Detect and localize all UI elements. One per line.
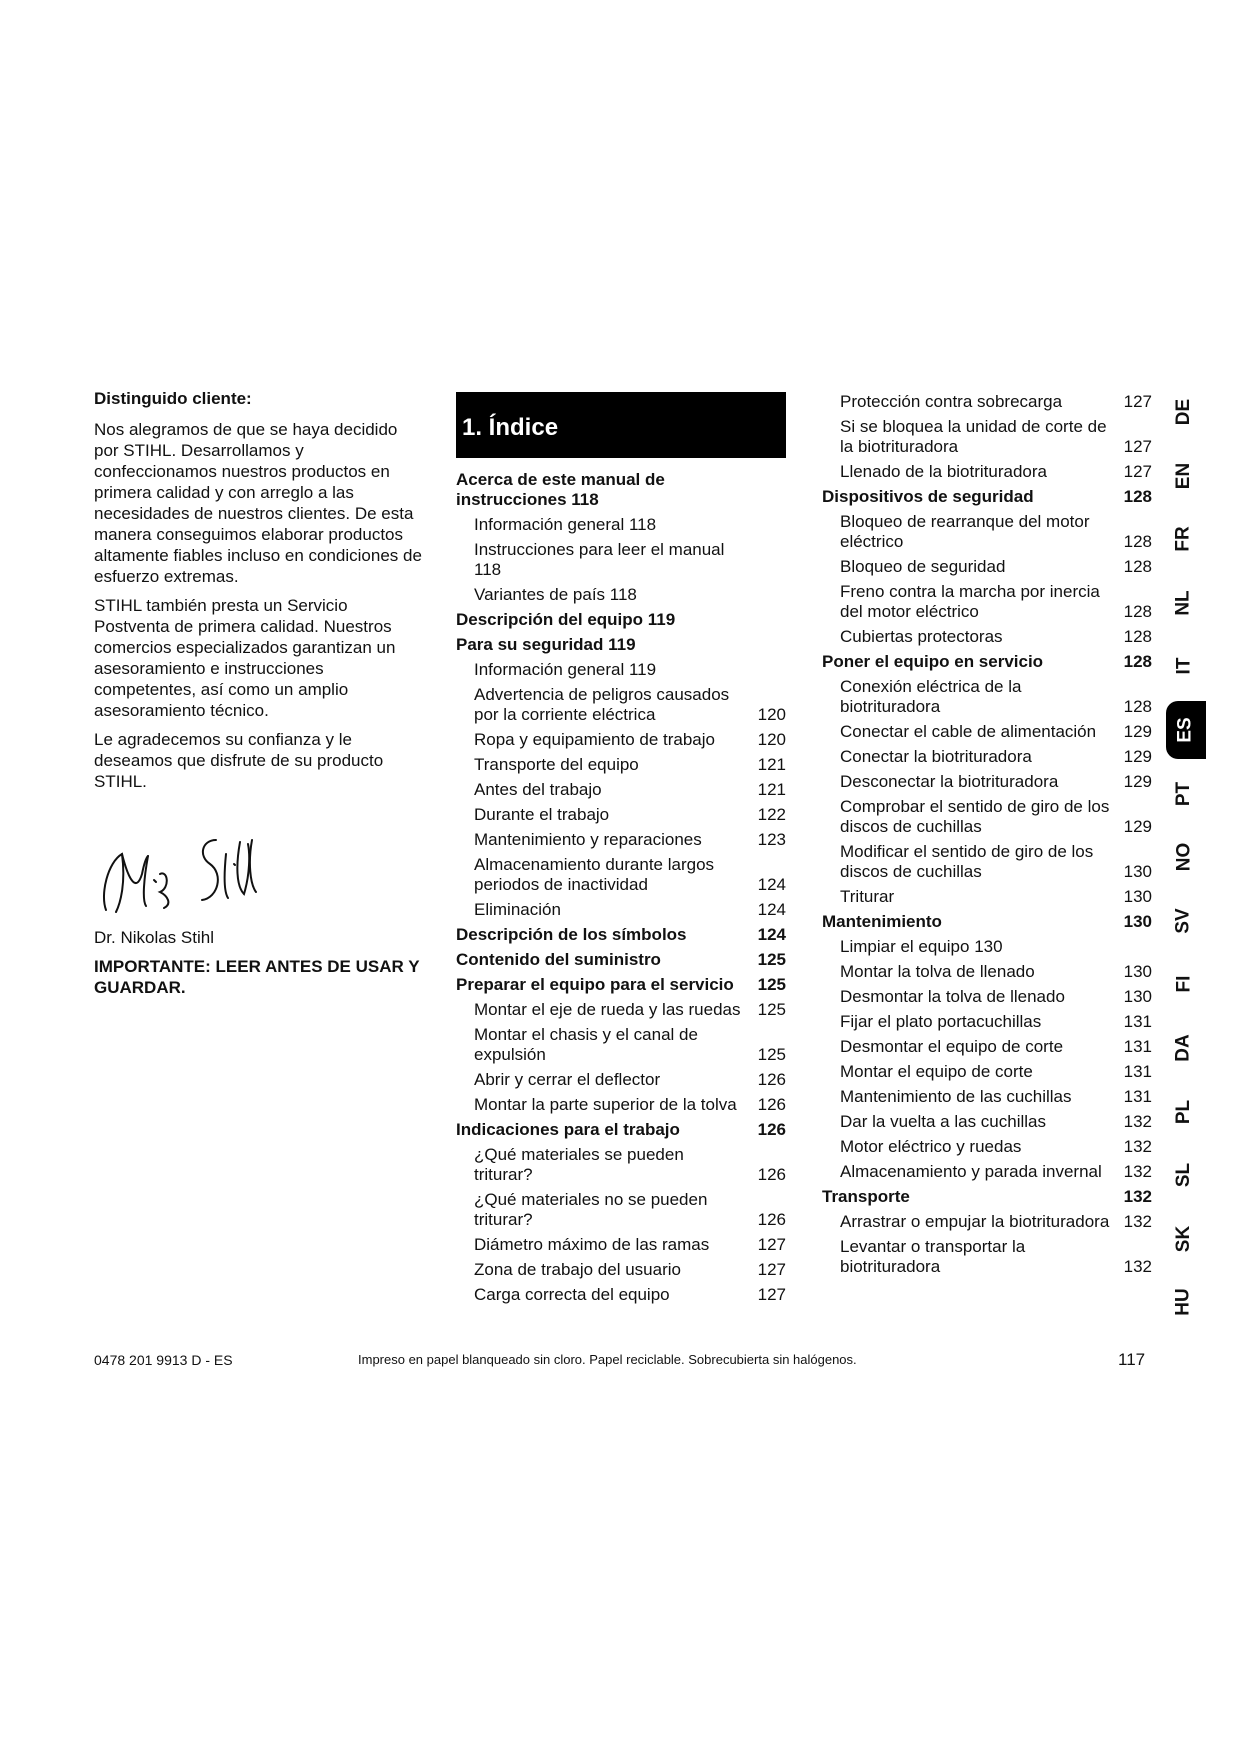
toc-entry [822, 1137, 1152, 1157]
toc-entry [456, 1235, 786, 1255]
toc-entry-page: 125 [757, 975, 786, 994]
language-tab-label: NL [1172, 590, 1194, 616]
toc-entry-title: Fijar el plato portacuchillas [840, 1012, 1042, 1031]
language-tab-fr[interactable] [1160, 517, 1208, 561]
toc-entry-page: 130 [1123, 912, 1152, 931]
toc-entry [456, 635, 786, 655]
document-code: 0478 201 9913 D - ES [94, 1352, 233, 1368]
toc-entry-page: 129 [1123, 772, 1152, 791]
toc-entry-title: Si se bloquea la unidad de corte de la biotrituradora [840, 417, 1107, 456]
toc-entry-page: 131 [1123, 1037, 1152, 1056]
toc-entry-page: 126 [757, 1120, 786, 1139]
toc-entry [456, 1190, 786, 1230]
toc-entry-title: Mantenimiento de las cuchillas [840, 1087, 1072, 1106]
toc-entry [456, 1120, 786, 1140]
toc-entry-title: Transporte [822, 1187, 910, 1206]
language-tab-pt[interactable] [1160, 772, 1208, 816]
toc-entry [456, 805, 786, 825]
letter-paragraph: STIHL también presta un Servicio Postventa de primera calidad. Nuestros comercios especializados garantizan un asesoramiento e instrucciones competentes, así como un amplio asesoramiento técnico. [94, 596, 396, 720]
toc-entry-page: 130 [1123, 862, 1152, 881]
toc-entry [822, 417, 1152, 457]
toc-entry-title: Montar el equipo de corte [840, 1062, 1033, 1081]
toc-entry [822, 582, 1152, 622]
toc-entry [456, 855, 786, 895]
toc-entry-title: Carga correcta del equipo [474, 1285, 670, 1304]
toc-entry [822, 1112, 1152, 1132]
toc-entry-page: 120 [757, 730, 786, 749]
toc-entry-title: Antes del trabajo [474, 780, 602, 799]
toc-entry [822, 462, 1152, 482]
toc-entry-title: Cubiertas protectoras [840, 627, 1003, 646]
toc-entry-page: 129 [1123, 722, 1152, 741]
toc-entry-title: Preparar el equipo para el servicio [456, 975, 734, 994]
language-tab-label: SV [1172, 908, 1194, 934]
toc-entry-title: Acerca de este manual de instrucciones 118 [456, 470, 665, 509]
toc-entry [822, 1037, 1152, 1057]
toc-entry-title: Dispositivos de seguridad [822, 487, 1034, 506]
toc-entry-page: 129 [1123, 817, 1152, 836]
toc-entry-page: 121 [757, 780, 786, 799]
toc-entry-title: Conectar el cable de alimentación [840, 722, 1097, 741]
language-tab-label: FR [1172, 526, 1194, 552]
language-tab-es[interactable] [1166, 701, 1206, 759]
toc-entry-title: Contenido del suministro [456, 950, 661, 969]
language-tab-pl[interactable] [1160, 1090, 1208, 1134]
language-tab-de[interactable] [1160, 390, 1208, 434]
toc-entry [822, 512, 1152, 552]
language-tab-en[interactable] [1160, 454, 1208, 498]
toc-entry [456, 515, 786, 535]
toc-entry [456, 610, 786, 630]
toc-entry [456, 730, 786, 750]
language-tab-no[interactable] [1160, 835, 1208, 879]
toc-entry-title: Montar la parte superior de la tolva [474, 1095, 737, 1114]
toc-entry-page: 124 [757, 925, 786, 944]
toc-entry [822, 652, 1152, 672]
toc-entry [822, 987, 1152, 1007]
toc-entry-page: 128 [1123, 627, 1152, 646]
toc-entry [822, 772, 1152, 792]
language-tab-sl[interactable] [1160, 1153, 1208, 1197]
toc-entry [822, 677, 1152, 717]
toc-entry-title: Descripción del equipo 119 [456, 610, 676, 629]
toc-entry [822, 1062, 1152, 1082]
toc-entry-page: 128 [1123, 602, 1152, 621]
language-tab-label: ES [1174, 717, 1196, 743]
toc-entry-page: 128 [1123, 557, 1152, 576]
toc-entry [456, 1070, 786, 1090]
toc-entry-page: 123 [757, 830, 786, 849]
toc-entry [456, 755, 786, 775]
toc-entry [822, 627, 1152, 647]
greeting: Distinguido cliente: [94, 389, 252, 408]
language-tab-it[interactable] [1160, 644, 1208, 688]
toc-entry-page: 125 [757, 1000, 786, 1019]
toc-list [456, 470, 786, 1305]
language-tab-label: SK [1173, 1225, 1194, 1253]
toc-entry-page: 124 [757, 900, 786, 919]
toc-entry [456, 1285, 786, 1305]
toc-entry-title: Montar la tolva de llenado [840, 962, 1035, 981]
toc-entry-title: Mantenimiento y reparaciones [474, 830, 702, 849]
language-tab-da[interactable] [1160, 1026, 1208, 1070]
toc-entry-title: Bloqueo de rearranque del motor eléctrico [840, 512, 1090, 551]
language-tab-label: EN [1173, 462, 1194, 490]
toc-entry-page: 126 [757, 1070, 786, 1089]
language-tab-label: HU [1172, 1288, 1194, 1316]
toc-entry-page: 132 [1123, 1162, 1152, 1181]
toc-entry-title: Almacenamiento y parada invernal [840, 1162, 1102, 1181]
toc-entry [456, 585, 786, 605]
toc-entry-title: Desmontar el equipo de corte [840, 1037, 1064, 1056]
language-tab-label: IT [1172, 657, 1194, 675]
toc-entry [822, 842, 1152, 882]
toc-entry [456, 1145, 786, 1185]
toc-entry-page: 129 [1123, 747, 1152, 766]
language-tab-label: SL [1173, 1162, 1194, 1188]
toc-entry [822, 392, 1152, 412]
toc-entry [456, 685, 786, 725]
toc-entry-title: Modificar el sentido de giro de los discos de cuchillas [840, 842, 1094, 881]
toc-entry-page: 131 [1123, 1087, 1152, 1106]
toc-entry-title: Montar el chasis y el canal de expulsión [474, 1025, 698, 1064]
letter [94, 388, 424, 1006]
language-tab-sk[interactable] [1160, 1217, 1208, 1261]
language-tab-label: PT [1173, 781, 1194, 807]
important-notice: IMPORTANTE: LEER ANTES DE USAR Y GUARDAR. [94, 957, 420, 997]
signature-image [98, 834, 258, 918]
toc-entry-title: Diámetro máximo de las ramas [474, 1235, 710, 1254]
toc-entry-page: 127 [1123, 437, 1152, 456]
toc-entry-title: Triturar [840, 887, 895, 906]
toc-entry-title: Instrucciones para leer el manual 118 [474, 540, 725, 579]
toc-entry-page: 128 [1123, 487, 1152, 506]
toc-entry-title: Levantar o transportar la biotrituradora [840, 1237, 1026, 1276]
toc-entry-page: 130 [1123, 962, 1152, 981]
toc-entry [822, 1162, 1152, 1182]
toc-entry-title: Para su seguridad 119 [456, 635, 636, 654]
toc-entry-title: Almacenamiento durante largos periodos de inactividad [474, 855, 715, 894]
toc-entry [822, 797, 1152, 837]
toc-entry-title: Información general 119 [474, 660, 657, 679]
toc-entry-page: 125 [757, 1045, 786, 1064]
toc-entry-page: 132 [1123, 1212, 1152, 1231]
toc-entry [822, 487, 1152, 507]
toc-entry [822, 557, 1152, 577]
toc-entry [822, 1087, 1152, 1107]
toc-entry [456, 925, 786, 945]
language-tab-hu[interactable] [1160, 1280, 1208, 1324]
toc-entry [456, 1000, 786, 1020]
toc-entry-title: Descripción de los símbolos [456, 925, 687, 944]
toc-entry-page: 126 [757, 1095, 786, 1114]
toc-entry-title: Bloqueo de seguridad [840, 557, 1006, 576]
toc-entry-page: 128 [1123, 532, 1152, 551]
toc-entry-page: 128 [1123, 697, 1152, 716]
toc-entry [456, 950, 786, 970]
toc-entry-title: Ropa y equipamiento de trabajo [474, 730, 715, 749]
toc-entry [456, 660, 786, 680]
page-number: 117 [1118, 1350, 1146, 1369]
language-tab-label: FI [1172, 975, 1194, 993]
toc-entry [456, 975, 786, 995]
toc-entry-page: 132 [1123, 1112, 1152, 1131]
toc-entry [822, 1012, 1152, 1032]
toc-entry-page: 132 [1123, 1137, 1152, 1156]
toc-entry-page: 127 [757, 1285, 786, 1304]
toc-entry-page: 131 [1123, 1062, 1152, 1081]
toc-entry-title: Eliminación [474, 900, 561, 919]
toc-entry-page: 127 [1123, 462, 1152, 481]
toc-entry-title: Indicaciones para el trabajo [456, 1120, 680, 1139]
toc-column-1 [456, 392, 786, 1310]
language-tab-label: PL [1173, 1099, 1194, 1125]
toc-entry-title: Desmontar la tolva de llenado [840, 987, 1065, 1006]
toc-entry [456, 830, 786, 850]
toc-entry [456, 1025, 786, 1065]
toc-entry [456, 900, 786, 920]
toc-entry-page: 122 [757, 805, 786, 824]
signer-name: Dr. Nikolas Stihl [94, 928, 214, 947]
toc-entry-page: 124 [757, 875, 786, 894]
toc-entry-title: Poner el equipo en servicio [822, 652, 1044, 671]
toc-entry [456, 470, 786, 510]
toc-entry [822, 912, 1152, 932]
toc-entry [456, 1095, 786, 1115]
toc-entry-title: Desconectar la biotrituradora [840, 772, 1059, 791]
toc-entry-page: 127 [757, 1260, 786, 1279]
toc-entry-title: Variantes de país 118 [474, 585, 637, 604]
language-tab-label: NO [1173, 842, 1194, 872]
toc-entry [456, 780, 786, 800]
toc-entry-title: Abrir y cerrar el deflector [474, 1070, 661, 1089]
toc-entry-title: Advertencia de peligros causados por la corriente eléctrica [474, 685, 730, 724]
toc-entry [822, 1237, 1152, 1277]
toc-entry-title: Freno contra la marcha por inercia del motor eléctrico [840, 582, 1100, 621]
toc-entry-page: 126 [757, 1165, 786, 1184]
language-tab-label: DA [1172, 1034, 1194, 1062]
toc-entry [822, 747, 1152, 767]
toc-entry-title: Mantenimiento [822, 912, 942, 931]
paper-note: Impreso en papel blanqueado sin cloro. Papel reciclable. Sobrecubierta sin halógenos. [358, 1352, 857, 1367]
toc-entry-title: Transporte del equipo [474, 755, 639, 774]
toc-entry-title: Arrastrar o empujar la biotrituradora [840, 1212, 1110, 1231]
toc-entry-page: 126 [757, 1210, 786, 1229]
toc-entry-title: Zona de trabajo del usuario [474, 1260, 681, 1279]
toc-entry-page: 128 [1123, 652, 1152, 671]
toc-entry-page: 125 [757, 950, 786, 969]
toc-entry-title: ¿Qué materiales no se pueden triturar? [474, 1190, 708, 1229]
toc-entry-title: Información general 118 [474, 515, 657, 534]
toc-entry [456, 540, 786, 580]
toc-entry-title: Llenado de la biotrituradora [840, 462, 1047, 481]
toc-column-2 [822, 392, 1152, 1282]
toc-entry-page: 121 [757, 755, 786, 774]
toc-entry-title: Conectar la biotrituradora [840, 747, 1032, 766]
toc-entry-title: Montar el eje de rueda y las ruedas [474, 1000, 741, 1019]
toc-entry-page: 130 [1123, 987, 1152, 1006]
toc-entry-page: 120 [757, 705, 786, 724]
toc-entry [456, 1260, 786, 1280]
toc-entry-title: Conexión eléctrica de la biotrituradora [840, 677, 1022, 716]
toc-entry [822, 1212, 1152, 1232]
toc-entry-title: Dar la vuelta a las cuchillas [840, 1112, 1046, 1131]
toc-entry [822, 962, 1152, 982]
language-tab-sv[interactable] [1160, 899, 1208, 943]
toc-entry-title: Motor eléctrico y ruedas [840, 1137, 1022, 1156]
toc-entry-title: Limpiar el equipo 130 [840, 937, 1003, 956]
toc-entry-page: 132 [1123, 1257, 1152, 1276]
toc-entry-title: ¿Qué materiales se pueden triturar? [474, 1145, 684, 1184]
toc-entry [822, 1187, 1152, 1207]
toc-entry-title: Comprobar el sentido de giro de los discos de cuchillas [840, 797, 1110, 836]
toc-entry [822, 937, 1152, 957]
language-tab-label: DE [1173, 398, 1194, 426]
toc-entry [822, 722, 1152, 742]
toc-entry-page: 131 [1123, 1012, 1152, 1031]
language-tab-nl[interactable] [1160, 581, 1208, 625]
letter-paragraph: Le agradecemos su confianza y le deseamos que disfrute de su producto STIHL. [94, 730, 384, 791]
toc-entry-title: Durante el trabajo [474, 805, 610, 824]
letter-paragraph: Nos alegramos de que se haya decidido por STIHL. Desarrollamos y confeccionamos nuestros productos en primera calidad y con arreglo a las necesidades de nuestros clientes. De esta manera conseguimos elaborar productos altamente fiables incluso en condiciones de esfuerzo extremas. [94, 420, 422, 586]
toc-title: 1. Índice [456, 392, 786, 458]
toc-list [822, 392, 1152, 1277]
toc-entry-page: 132 [1123, 1187, 1152, 1206]
toc-entry-page: 130 [1123, 887, 1152, 906]
language-tab-fi[interactable] [1160, 962, 1208, 1006]
toc-entry-title: Protección contra sobrecarga [840, 392, 1063, 411]
toc-entry-page: 127 [1123, 392, 1152, 411]
toc-entry [822, 887, 1152, 907]
toc-entry-page: 127 [757, 1235, 786, 1254]
